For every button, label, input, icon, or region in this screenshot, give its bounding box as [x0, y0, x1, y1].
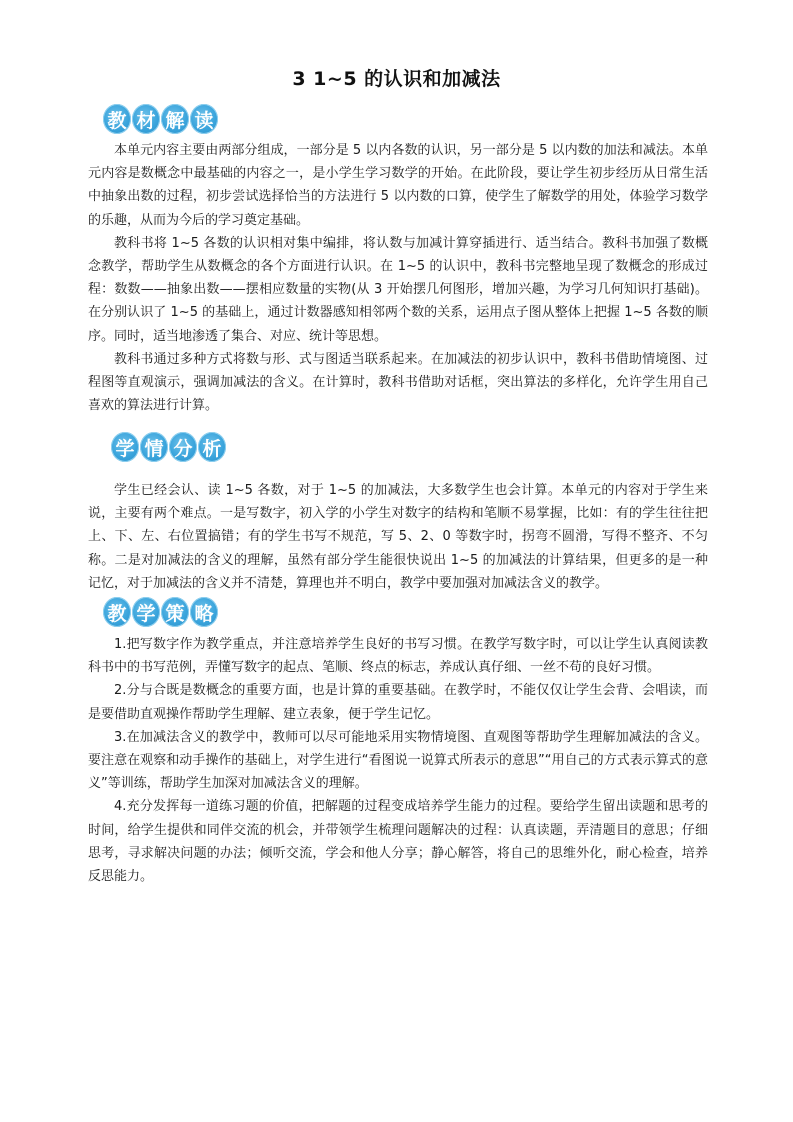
paragraph: 4.充分发挥每一道练习题的价值，把解题的过程变成培养学生能力的过程。要给学生留出读题和思考的时间，给学生提供和同伴交流的机会，并带领学生梳理问题解决的过程：认真读题，弄清题目的意思；仔细思考，寻求解决问题的办法；倾听交流，学会和他人分享；静心解答，将自己的思维外化，耐心检查，培养反思能力。: [88, 799, 708, 885]
section-header-char: 解: [161, 104, 189, 134]
section-header-char: 析: [198, 432, 226, 462]
page-title: 3 1~5 的认识和加减法: [292, 68, 501, 90]
section-header-char: 分: [169, 432, 197, 462]
section-header-char: 略: [190, 597, 218, 627]
section-body-jiaocai-jiedu: [88, 139, 708, 417]
paragraph: 教科书通过多种方式将数与形、式与图适当联系起来。在加减法的初步认识中，教科书借助情境图、过程图等直观演示，强调加减法的含义。在计算时，教科书借助对话框，突出算法的多样化，允许学生用自己喜欢的算法进行计算。: [88, 351, 708, 414]
paragraph: 教科书将 1~5 各数的认识相对集中编排，将认数与加减计算穿插进行、适当结合。教科书加强了数概念教学，帮助学生从数概念的各个方面进行认识。在 1~5 的认识中，教科书完整地呈现了数概念的形成过程：数数——抽象出数——摆相应数量的实物(从 3 开始摆几何图形，增加兴趣，为学习几何知识打基础)。在分别认识了 1~5 的基础上，通过计数器感知相邻两个数的关系，运用点子图从整体上把握 1~5 各数的顺序。同时，适当地渗透了集合、对应、统计等思想。: [88, 235, 708, 344]
section-header-char: 材: [132, 104, 160, 134]
paragraph: 2.分与合既是数概念的重要方面，也是计算的重要基础。在教学时，不能仅仅让学生会背、会唱读，而是要借助直观操作帮助学生理解、建立表象，便于学生记忆。: [88, 683, 708, 722]
paragraph: 3.在加减法含义的教学中，教师可以尽可能地采用实物情境图、直观图等帮助学生理解加减法的含义。要注意在观察和动手操作的基础上，对学生进行“看图说一说算式所表示的意思”“用自己的方式表示算式的意义”等训练，帮助学生加深对加减法含义的理解。: [88, 729, 708, 792]
section-header-char: 学: [111, 432, 139, 462]
section-header-char: 学: [132, 597, 160, 627]
paragraph: 本单元内容主要由两部分组成，一部分是 5 以内各数的认识，另一部分是 5 以内数的加法和减法。本单元内容是数概念中最基础的内容之一，是小学生学习数学的开始。在此阶段，要让学生初步经历从日常生活中抽象出数的过程，初步尝试选择恰当的方法进行 5 以内数的口算，使学生了解数学的用处，体验学习数学的乐趣，从而为今后的学习奠定基础。: [88, 143, 708, 228]
paragraph: 学生已经会认、读 1~5 各数，对于 1~5 的加减法，大多数学生也会计算。本单元的内容对于学生来说，主要有两个难点。一是写数字，初入学的小学生对数字的结构和笔顺不易掌握，比如：有的学生往往把上、下、左、右位置搞错；有的学生书写不规范，写 5、2、0 等数字时，拐弯不圆滑，写得不整齐、不匀称。二是对加减法的含义的理解，虽然有部分学生能很快说出 1~5 的加减法的计算结果，但更多的是一种记忆，对于加减法的含义并不清楚，算理也并不明白，教学中要加强对加减法含义的教学。: [88, 483, 708, 591]
section-header-char: 读: [190, 104, 218, 134]
section-header-jiaoxue-celue: [103, 597, 218, 627]
section-header-char: 教: [103, 597, 131, 627]
section-header-char: 教: [103, 104, 131, 134]
section-body-jiaoxue-celue: [88, 633, 708, 888]
section-header-char: 策: [161, 597, 189, 627]
paragraph: 1.把写数字作为教学重点，并注意培养学生良好的书写习惯。在教学写数字时，可以让学生认真阅读教科书中的书写范例，弄懂写数字的起点、笔顺、终点的标志，养成认真仔细、一丝不苟的良好习惯。: [88, 637, 708, 676]
section-header-char: 情: [140, 432, 168, 462]
section-header-xueqing-fenxi: [111, 432, 226, 462]
section-header-jiaocai-jiedu: [103, 104, 218, 134]
section-body-xueqing-fenxi: [88, 479, 708, 595]
